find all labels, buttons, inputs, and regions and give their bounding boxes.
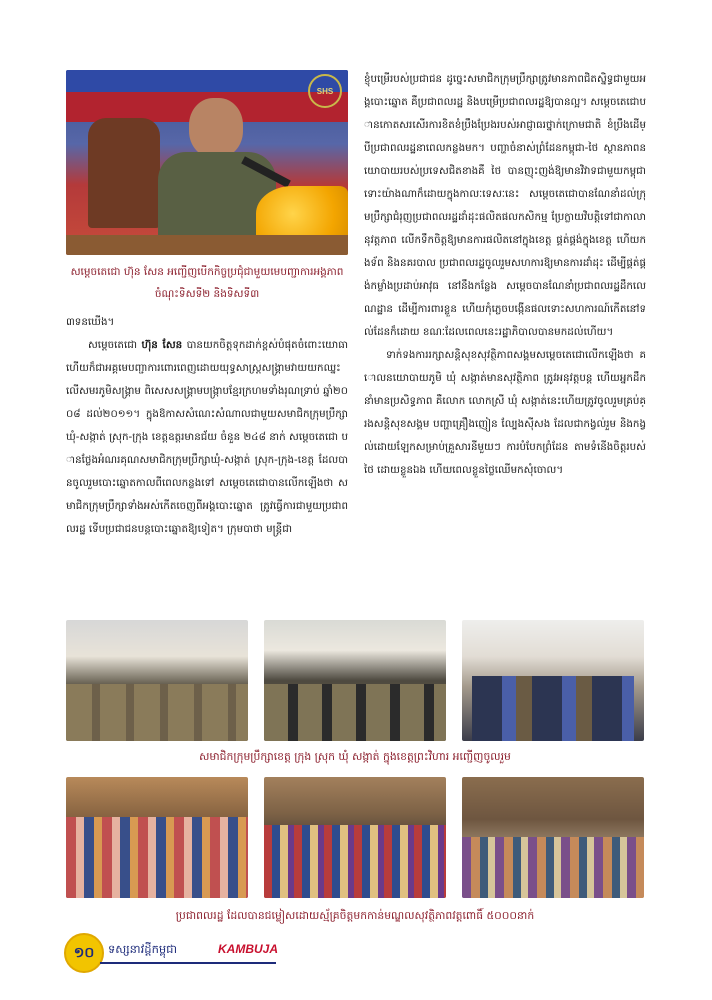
seated-guests <box>472 676 634 741</box>
crowd <box>264 825 446 898</box>
left-paragraph-1: សម្ដេចតេជោ ហ៊ុន សែន បានយកចិត្តទុកដាក់ខ្ពស់បំផុតចំពោះយោធា ហើយក៏ជាអគ្គមេបញ្ជាការពោរពេញដោយយុទ្ធសាស្ត្រសង្គ្រាមវាយយកឈ្នះលើសមរភូមិសង្គ្រាម ពិសេសសង្គ្រាមបង្ក្រាបខ្មែរក្រហមទាំងរុណទ្រាប់ ឆ្នាំ២០០៨ ដល់២០១១។ ក្នុងឱកាសសំណេះសំណាលជាមួយសមាជិកក្រុមប្រឹក្សាឃុំ-សង្កាត់ ស្រុក-ក្រុង ខេត្តឧត្ដរមានជ័យ ចំនួន ២៤៨ នាក់ សម្ដេចតេជោ បានថ្លែងអំណរគុណសមាជិកក្រុមប្រឹក្សាឃុំ-សង្កាត់ ស្រុក-ក្រុង-ខេត្ត ដែលបានចូលរួមបោះឆ្នោតកាលពីពេលកន្លងទៅ សម្ដេចតេជោបានលើកឡើងថា សមាជិកក្រុមប្រឹក្សាទាំងអស់កើតចេញពីអង្គបោះឆ្នោត ត្រូវធ្វើការជាមួយប្រជាពលរដ្ឋ ទើបប្រជាជនបន្តបោះឆ្នោតឱ្យទៀត។ ក្រុមបាថា មន្ត្រីជា <box>66 339 348 535</box>
kambuja-brand: KAMBUJA <box>218 942 278 956</box>
flag-icon <box>66 70 348 92</box>
right-column <box>364 68 646 608</box>
right-paragraph-2: ទាក់ទងការរក្សាសន្តិសុខសុវត្ថិភាពសង្គមសម្ដេចតេជោលើកឡើងថា គោលនយោបាយភូមិ ឃុំ សង្កាត់មានសុវត្ថិភាព ត្រូវអនុវត្តបន្ត ហើយអ្នកដឹកនាំមានប្រសិទ្ធភាព គឺលោក លោកស្រី ឃុំ សង្កាត់នេះហើយត្រូវចូលរួមគ្រប់គ្រងសន្តិសុខសង្គម បញ្ហាគ្រឿងញៀន ល្បែងស៊ីសង ដែលជាកង្វល់រួម និងកង្វល់ដោយឡែកសម្រាប់គ្រួសារនីមួយៗ ការបំបែកព្រំដែន តាមទំនើងចិត្តរបស់ថៃ ដោយខ្លួនឯង ហើយពេលខ្លួនថ្លៃឈើមកសុំចោល។ <box>364 349 646 476</box>
chair <box>88 118 160 228</box>
photo-row1-left <box>66 620 248 741</box>
footer-rule <box>100 962 276 964</box>
top-photo <box>66 70 348 255</box>
page-number: ១០ <box>64 933 104 973</box>
uniform-row <box>66 684 248 741</box>
watermark-logo: SHS <box>308 74 342 108</box>
left-column <box>66 311 348 611</box>
photo-row2-left <box>66 777 248 898</box>
right-paragraph-1: ខ្ញុំបម្រើរបស់ប្រជាជន ដូច្នេះសមាជិកក្រុមប្រឹក្សាត្រូវមានភាពជិតស្និទ្ធជាមួយអង្គបោះឆ្នោត គឺប្រជាពលរដ្ឋ និងបម្រើប្រជាពលរដ្ឋឱ្យបានល្អ។ សម្ដេចតេជោបានកោតសរសើរការខិតខំប្រឹងប្រែងរបស់អាជ្ញាធរថ្នាក់ក្រោមជាតិ ខំប្រឹងដើម្បីប្រជាពលរដ្ឋនាពេលកន្លងមក។ បញ្ហាចំនាស់ព្រំដែនកម្ពុជា-ថៃ ស្ថានភាពនយោបាយរបស់ប្រទេសជិតខាងគឺ ថៃ បានញុះញង់ឱ្យមានវិវាទជាមួយកម្ពុជា ទោះយ៉ាងណាក៏ដោយក្នុងកាលៈទេសៈនេះ សម្ដេចតេជោបានណែនាំដល់ក្រុមប្រឹក្សាជំរុញប្រជាពលរដ្ឋដាំដុះផលិតផលកសិកម្ម ប្រែក្លាយវិបត្តិទៅជាកាលានុវត្តភាព លើកទឹកចិត្តឱ្យមានការផលិតនៅក្នុងខេត្ត ផ្គត់ផ្គង់ក្នុងខេត្ត ហើយកងទ័ព និងនគរបាល ប្រជាពលរដ្ឋចូលរួមសហការឱ្យមានការដាំដុះ ដើម្បីផ្គត់ផ្គង់កម្លាំងប្រដាប់អាវុធ នៅនឹងកន្លែង សម្ដេចបានណែនាំប្រជាពលរដ្ឋដឹកលេណដ្ឋាន ដើម្បីការពារខ្លួន ហើយកុំភ្លេចបង្កើនផលទោះសហការណ៍កើតនៅទល់ដែនក៏ដោយ ខណៈដែលពេលនេះរដ្ឋាភិបាលបានមកដល់ហើយ។ <box>364 73 646 338</box>
magazine-title: ទស្សនាវដ្ដីកម្ពុជា <box>108 942 178 956</box>
person-head <box>189 98 243 158</box>
photo-row1-middle <box>264 620 446 741</box>
photo-row2-right <box>462 777 644 898</box>
photo-row2-middle <box>264 777 446 898</box>
uniform-row <box>264 684 446 741</box>
desk <box>66 235 348 255</box>
bottom-caption: ប្រជាពលរដ្ឋ ដែលបានជម្លៀសដោយស្ម័គ្រចិត្តមកកាន់មណ្ឌលសុវត្ថិភាពវត្តពោធិ៍ ៥០០០នាក់ <box>175 909 535 922</box>
middle-caption: សមាជិកក្រុមប្រឹក្សាខេត្ត ក្រុង ស្រុក ឃុំ សង្កាត់ ក្នុងខេត្តព្រះវិហារ អញ្ជើញចូលរួម <box>199 750 511 763</box>
photo-row1-right <box>462 620 644 741</box>
crowd <box>66 817 248 898</box>
crowd <box>462 837 644 898</box>
top-caption: សម្ដេចតេជោ ហ៊ុន សែន អញ្ជើញបើកកិច្ចប្រជុំជាមួយមេបញ្ជាការអង្គភាពចំណុះទិសទី២ និងទិសទី៣ <box>70 266 344 300</box>
left-paragraph-0: ៣ទនឃើង។ <box>66 316 115 328</box>
